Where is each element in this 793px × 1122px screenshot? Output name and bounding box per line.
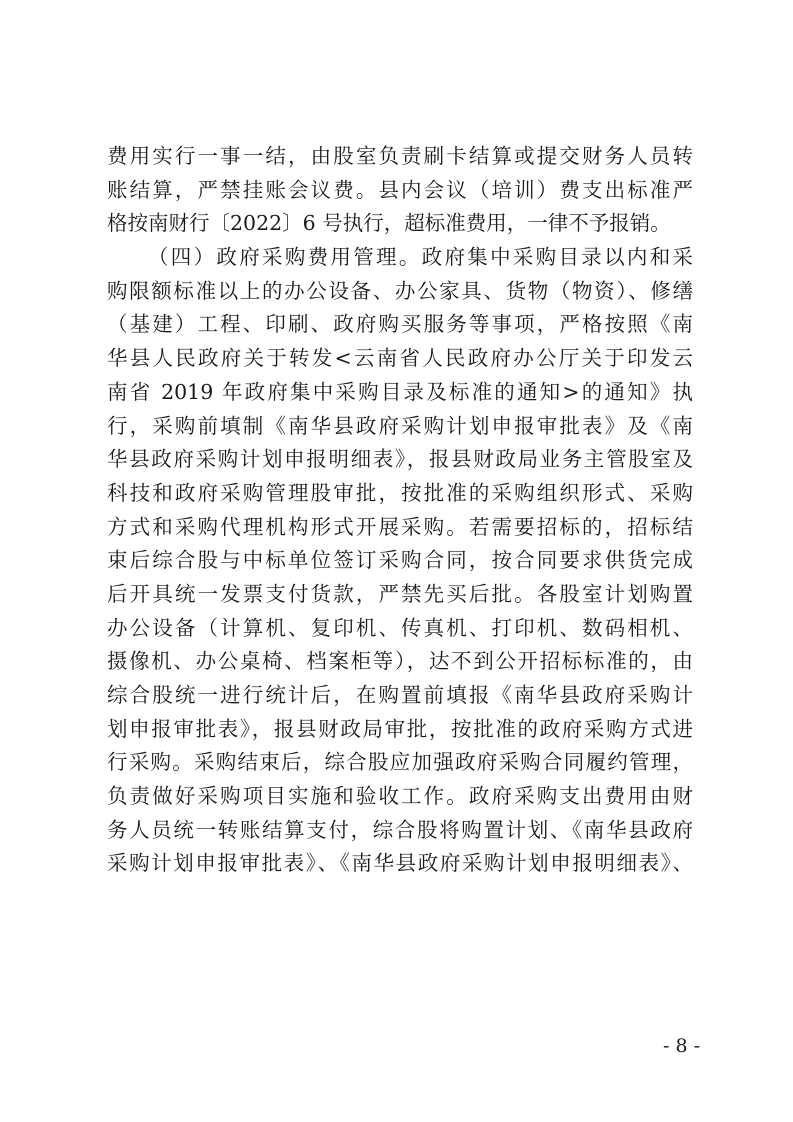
text-line: 束后综合股与中标单位签订采购合同，按合同要求供货完成 <box>107 548 693 573</box>
text-line: 南省 2019 年政府集中采购目录及标准的通知>的通知》执 <box>107 379 693 404</box>
text-line: 办公设备（计算机、复印机、传真机、打印机、数码相机、 <box>107 615 693 640</box>
text-line: 行采购。采购结束后，综合股应加强政府采购合同履约管理， <box>107 750 693 775</box>
text-line: 华县人民政府关于转发<云南省人民政府办公厅关于印发云 <box>107 346 693 371</box>
text-line: 综合股统一进行统计后，在购置前填报《南华县政府采购计 <box>107 683 693 707</box>
text-line: 购限额标准以上的办公设备、办公家具、货物（物资）、修缮 <box>107 278 693 303</box>
text-line: 华县政府采购计划申报明细表》，报县财政局业务主管股室及 <box>107 447 693 472</box>
text-line: 账结算，严禁挂账会议费。县内会议（培训）费支出标准严 <box>107 177 693 202</box>
text-line: 摄像机、办公桌椅、档案柜等），达不到公开招标标准的，由 <box>107 649 693 674</box>
text-line: 科技和政府采购管理股审批，按批准的采购组织形式、采购 <box>107 480 693 505</box>
text-line: 务人员统一转账结算支付，综合股将购置计划、《南华县政府 <box>107 817 693 842</box>
text-line: 后开具统一发票支付货款，严禁先买后批。各股室计划购置 <box>107 581 693 606</box>
text-line: 采购计划申报审批表》、《南华县政府采购计划申报明细表》、 <box>107 851 693 876</box>
text-line: 负责做好采购项目实施和验收工作。政府采购支出费用由财 <box>107 784 693 809</box>
paragraph-first-line: （四）政府采购费用管理。政府集中采购目录以内和采 <box>148 245 693 270</box>
text-line: （基建）工程、印刷、政府购买服务等事项，严格按照《南 <box>107 312 693 337</box>
text-line: 方式和采购代理机构形式开展采购。若需要招标的，招标结 <box>107 514 693 539</box>
text-line: 费用实行一事一结，由股室负责刷卡结算或提交财务人员转 <box>107 144 693 168</box>
page-number: - 8 - <box>662 1035 700 1057</box>
body-text <box>107 140 693 881</box>
text-line: 行，采购前填制《南华县政府采购计划申报审批表》及《南 <box>107 413 693 438</box>
text-line: 划申报审批表》，报县财政局审批，按批准的政府采购方式进 <box>107 716 693 741</box>
text-line: 格按南财行〔2022〕6 号执行，超标准费用，一律不予报销。 <box>107 211 671 236</box>
